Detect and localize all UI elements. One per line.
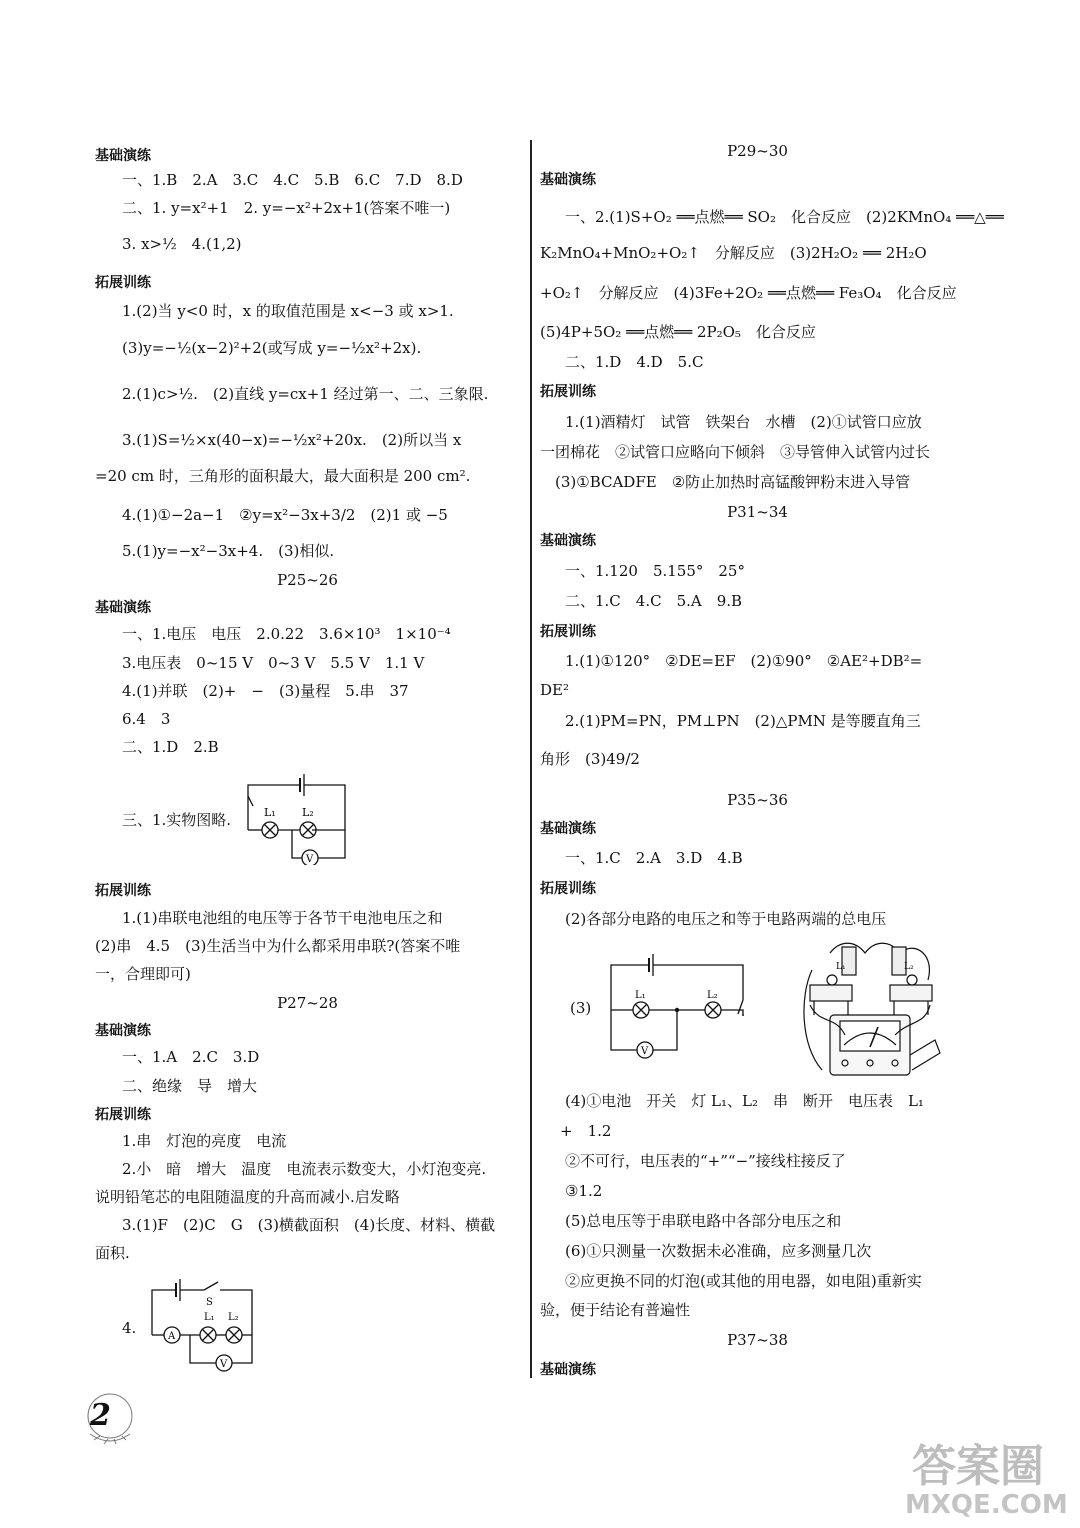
lamp-label-l2: L₂ [707,990,718,1001]
page-range-heading: P35~36 [727,791,788,809]
answer-line: 二、1.D 4.D 5.C [565,353,704,371]
lamp-label-l2: L₂ [904,962,914,972]
answer-line: K₂MnO₄+MnO₂+O₂↑ 分解反应 (3)2H₂O₂ ══ 2H₂O [540,244,927,262]
answer-line: 4.(1)并联 (2)+ − (3)量程 5.串 37 [122,682,409,700]
answer-line: 3.(1)F (2)C G (3)横截面积 (4)长度、材料、横截 [122,1216,496,1234]
answer-line: =20 cm 时，三角形的面积最大，最大面积是 200 cm². [95,467,471,485]
answer-line: 二、1.C 4.C 5.A 9.B [565,592,743,610]
page-range-heading: P31~34 [727,503,788,521]
answer-line: 二、1. y=x²+1 2. y=−x²+2x+1(答案不唯一) [122,199,451,217]
section-heading: 基础演练 [540,533,596,549]
voltmeter-label: V [306,854,314,865]
lamp-label-l2: L₂ [228,1312,239,1323]
answer-line: +O₂↑ 分解反应 (4)3Fe+2O₂ ══点燃══ Fe₃O₄ 化合反应 [540,284,957,302]
answer-line: 1.串 灯泡的亮度 电流 [122,1132,287,1150]
answer-line: 2.(1)c>½. (2)直线 y=cx+1 经过第一、二、三象限. [122,385,489,403]
answer-line: 一、1.A 2.C 3.D [122,1048,260,1066]
answer-line: 一、1.B 2.A 3.C 4.C 5.B 6.C 7.D 8.D [122,171,463,189]
answer-line: 一、1.电压 电压 2.0.22 3.6×10³ 1×10⁻⁴ [122,625,451,643]
section-heading: 拓展训练 [95,275,151,291]
circuit-diagram-2 [142,1275,262,1373]
answer-line: 1.(1)①120° ②DE=EF (2)①90° ②AE²+DB²= [565,652,923,670]
answer-line: 3.电压表 0~15 V 0~3 V 5.5 V 1.1 V [122,654,425,672]
answer-line: 说明铅笔芯的电阻随温度的升高而减小.启发略 [95,1188,400,1206]
answer-line: ②不可行，电压表的“+”“−”接线柱接反了 [565,1152,846,1170]
answer-line: 2.(1)PM=PN，PM⊥PN (2)△PMN 是等腰直角三 [565,712,921,730]
answer-line: 4.(1)①−2a−1 ②y=x²−3x+3/2 (2)1 或 −5 [122,506,448,524]
section-heading: 基础演练 [95,600,151,616]
ammeter-label: A [168,1331,176,1342]
answer-line: (6)①只测量一次数据未必准确，应多测量几次 [565,1242,872,1260]
section-heading: 拓展训练 [95,883,151,899]
answer-line: 1.(1)串联电池组的电压等于各节干电池电压之和 [122,909,443,927]
section-heading: 拓展训练 [540,881,596,897]
answer-line: 5.(1)y=−x²−3x+4. (3)相似. [122,542,335,560]
circuit-diagram-3 [605,950,755,1065]
answer-line: DE² [540,681,569,699]
apparatus-drawing [800,935,945,1085]
section-heading: 基础演练 [95,148,151,164]
lamp-label-l1: L₁ [836,962,846,972]
answer-line: 3.(1)S=½×x(40−x)=−½x²+20x. (2)所以当 x [122,431,462,449]
section-heading: 基础演练 [540,1362,596,1378]
page-range-heading: P29~30 [727,142,788,160]
answer-line: 二、1.D 2.B [122,738,219,756]
circuit-diagram-1 [240,760,355,865]
lamp-label-l1: L₁ [264,806,276,819]
answer-line: ③1.2 [565,1182,603,1200]
section-heading: 拓展训练 [95,1107,151,1123]
voltmeter-label: V [220,1359,228,1370]
answer-line: 二、绝缘 导 增大 [122,1077,258,1095]
watermark-url: MXQE.COM [905,1490,1068,1520]
answer-line: 一、1.120 5.155° 25° [565,562,745,580]
answer-line: (3) [570,999,592,1017]
answer-line: 1.(1)酒精灯 试管 铁架台 水槽 (2)①试管口应放 [565,413,922,431]
voltmeter-label: V [641,1046,649,1057]
answer-line: (5)4P+5O₂ ══点燃══ 2P₂O₅ 化合反应 [540,323,816,341]
section-heading: 基础演练 [540,821,596,837]
switch-label: S [206,1297,213,1308]
answer-line: 6.4 3 [122,710,171,728]
section-heading: 拓展训练 [540,384,596,400]
section-heading: 拓展训练 [540,624,596,640]
answer-line: (4)①电池 开关 灯 L₁、L₂ 串 断开 电压表 L₁ [565,1092,924,1110]
answer-line: 一、2.(1)S+O₂ ══点燃══ SO₂ 化合反应 (2)2KMnO₄ ══△══ [565,208,1004,226]
answer-line: 4. [122,1319,137,1337]
section-heading: 基础演练 [95,1023,151,1039]
answer-line: 一，合理即可) [95,965,191,983]
lamp-label-l1: L₁ [635,990,646,1001]
lamp-label-l2: L₂ [302,806,314,819]
answer-line: (3)y=−½(x−2)²+2(或写成 y=−½x²+2x). [122,339,422,357]
answer-line: 一团棉花 ②试管口应略向下倾斜 ③导管伸入试管内过长 [540,443,931,461]
answer-line: + 1.2 [560,1122,612,1140]
answer-line: (2)串 4.5 (3)生活当中为什么都采用串联?(答案不唯 [95,937,461,955]
answer-line: (5)总电压等于串联电路中各部分电压之和 [565,1212,842,1230]
page-number: 2 [90,1398,111,1433]
page-range-heading: P37~38 [727,1331,788,1349]
answer-line: 一、1.C 2.A 3.D 4.B [565,849,743,867]
answer-line: 3. x>½ 4.(1,2) [122,235,242,253]
answer-line: 验，便于结论有普遍性 [540,1301,691,1319]
answer-line: 2.小 暗 增大 温度 电流表示数变大，小灯泡变亮. [122,1160,487,1178]
page-range-heading: P25~26 [277,571,338,589]
answer-line: (3)①BCADFE ②防止加热时高锰酸钾粉末进入导管 [555,473,911,491]
column-divider [530,140,532,1378]
page-range-heading: P27~28 [277,994,338,1012]
answer-line: (2)各部分电路的电压之和等于电路两端的总电压 [565,910,887,928]
lamp-label-l1: L₁ [204,1312,215,1323]
watermark-logo: 答案圈 [912,1441,1044,1492]
answer-line: 三、1.实物图略. [122,811,232,829]
answer-line: 1.(2)当 y<0 时，x 的取值范围是 x<−3 或 x>1. [122,302,454,320]
answer-line: 面积. [95,1244,130,1262]
section-heading: 基础演练 [540,172,596,188]
answer-line: 角形 (3)49/2 [540,750,640,768]
answer-line: ②应更换不同的灯泡(或其他的用电器，如电阻)重新实 [565,1272,922,1290]
